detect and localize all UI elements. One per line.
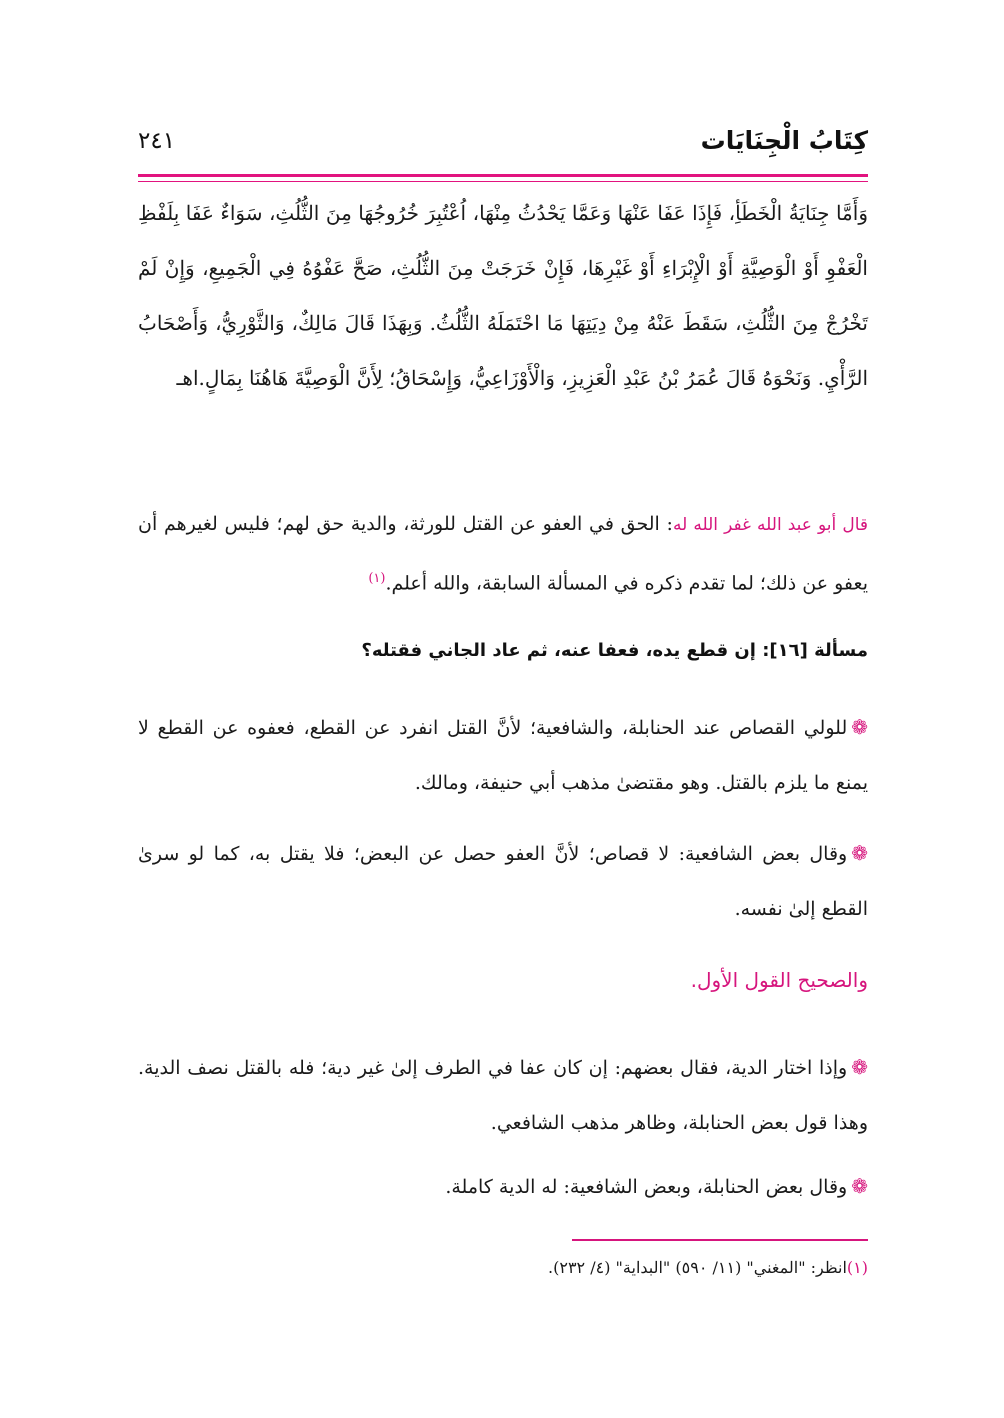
opinion-paragraph <box>138 1040 868 1151</box>
page-number: ٢٤١ <box>138 128 176 154</box>
footnote-divider <box>572 1239 868 1241</box>
author-comment <box>138 498 868 610</box>
quoted-passage: وَأَمَّا جِنَايَةُ الْخَطَأِ، فَإِذَا عَفَا عَنْهَا وَعَمَّا يَحْدُثُ مِنْهَا، اُعْتُبِرَ خُرُوجُهَا مِنَ الثُّلُثِ، سَوَاءٌ عَفَا بِلَفْظِ الْعَفْوِ أَوْ الْوَصِيَّةِ أَوْ الْإِبْرَاءِ أَوْ غَيْرِهَا، فَإِنْ خَرَجَتْ مِنَ الثُّلُثِ، صَحَّ عَفْوُهُ فِي الْجَمِيعِ، وَإِنْ لَمْ تَخْرُجْ مِنَ الثُّلُثِ، سَقَطَ عَنْهُ مِنْ دِيَتِهَا مَا احْتَمَلَهُ الثُّلُثُ. وَبِهَذَا قَالَ مَالِكٌ، وَالثَّوْرِيُّ، وَأَصْحَابُ الرَّأْيِ. وَنَحْوَهُ قَالَ عُمَرُ بْنُ عَبْدِ الْعَزِيزِ، وَالْأَوْزَاعِيُّ، وَإِسْحَاقُ؛ لِأَنَّ الْوَصِيَّةَ هَاهُنَا بِمَالٍ.اهـ <box>138 201 868 390</box>
paragraph-text: وقال بعض الشافعية: لا قصاص؛ لأنَّ العفو حصل عن البعض؛ فلا يقتل به، كما لو سرىٰ القطع إلىٰ نفسه. <box>138 843 868 920</box>
flower-bullet-icon: ❁ <box>851 1055 868 1079</box>
author-label: قال أبو عبد الله غفر الله له <box>672 515 869 535</box>
paragraph-text: وإذا اختار الدية، فقال بعضهم: إن كان عفا في الطرف إلىٰ غير دية؛ فله بالقتل نصف الدية. وهذا قول بعض الحنابلة، وظاهر مذهب الشافعي. <box>138 1057 868 1134</box>
opinion-paragraph <box>138 826 868 937</box>
paragraph-text: للولي القصاص عند الحنابلة، والشافعية؛ لأنَّ القتل انفرد عن القطع، فعفوه عن القطع لا يمنع ما يلزم بالقتل. وهو مقتضىٰ مذهب أبي حنيفة، ومالك. <box>138 717 868 794</box>
header-rule <box>138 174 868 177</box>
opinion-paragraph <box>138 700 868 811</box>
footnote <box>138 1258 868 1277</box>
book-title: كِتَابُ الْجِنَايَات <box>700 126 868 155</box>
footnote-number: (١) <box>846 1258 868 1277</box>
footnote-reference[interactable]: (١) <box>368 571 386 586</box>
header-rule-thin <box>138 181 868 182</box>
flower-bullet-icon: ❁ <box>851 1174 868 1198</box>
flower-bullet-icon: ❁ <box>851 715 868 739</box>
issue-heading: مسألة [١٦]: إن قطع يده، فعفا عنه، ثم عاد الجاني فقتله؟ <box>361 640 868 661</box>
flower-bullet-icon: ❁ <box>851 841 868 865</box>
preferred-opinion: والصحيح القول الأول. <box>690 968 868 992</box>
opinion-paragraph <box>138 1166 868 1207</box>
page-header <box>138 126 868 170</box>
footnote-text: انظر: "المغني" (١١/ ٥٩٠) "البداية" (٤/ ٢٣٢). <box>548 1258 847 1277</box>
comment-text: : الحق في العفو عن القتل للورثة، والدية حق لهم؛ فليس لغيرهم أن يعفو عن ذلك؛ لما تقدم ذكره في المسألة السابقة، والله أعلم. <box>138 513 868 595</box>
paragraph-text: وقال بعض الحنابلة، وبعض الشافعية: له الدية كاملة. <box>445 1176 848 1198</box>
